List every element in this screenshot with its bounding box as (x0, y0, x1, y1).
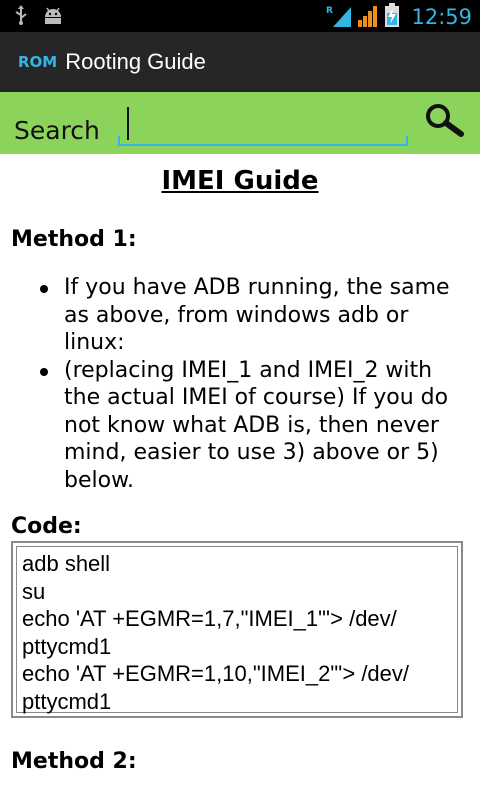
code-line: pttycmd1 (22, 688, 112, 714)
search-input-underline-right (406, 136, 408, 146)
method-1-heading: Method 1: (11, 227, 137, 252)
signal-icon (357, 3, 379, 31)
svg-text:R: R (326, 6, 334, 16)
text-cursor (127, 107, 129, 140)
status-time: 12:59 (411, 5, 472, 29)
code-line: echo 'AT +EGMR=1,10,"IMEI_2"'> /dev/ (22, 661, 410, 686)
method-1-list (37, 274, 469, 494)
status-bar-right (325, 3, 472, 31)
code-heading: Code: (11, 514, 82, 539)
content-area[interactable] (0, 154, 480, 800)
android-debug-icon (42, 6, 64, 28)
code-block (11, 541, 463, 718)
page-title: IMEI Guide (161, 166, 319, 196)
search-input[interactable] (118, 102, 408, 142)
code-line: pttycmd1 (22, 633, 112, 659)
list-item: (replacing IMEI_1 and IMEI_2 with the actual IMEI of course) If you do not know what ADB is, then never mind, easier to use 3) above or 5) below. (37, 357, 469, 495)
search-input-underline-left (118, 136, 120, 146)
code-line: adb shell (22, 551, 111, 576)
list-item: If you have ADB running, the same as above, from windows adb or linux: (37, 274, 469, 357)
signal-roaming-icon (325, 3, 351, 31)
app-title: Rooting Guide (65, 49, 206, 74)
status-bar (0, 0, 480, 32)
method-2-heading: Method 2: (11, 749, 137, 774)
code-block-inner (16, 546, 458, 713)
search-button[interactable] (420, 100, 470, 146)
code-line: echo 'AT +EGMR=1,7,"IMEI_1"'> /dev/ (22, 606, 397, 631)
search-label: Search (14, 116, 100, 145)
search-icon (423, 103, 467, 143)
battery-charging-icon (385, 3, 399, 31)
usb-icon (14, 5, 28, 29)
search-input-underline (118, 144, 408, 146)
app-logo[interactable]: ROM (18, 53, 58, 71)
status-bar-left (14, 5, 64, 29)
action-bar (0, 32, 480, 92)
code-line: su (22, 578, 46, 604)
